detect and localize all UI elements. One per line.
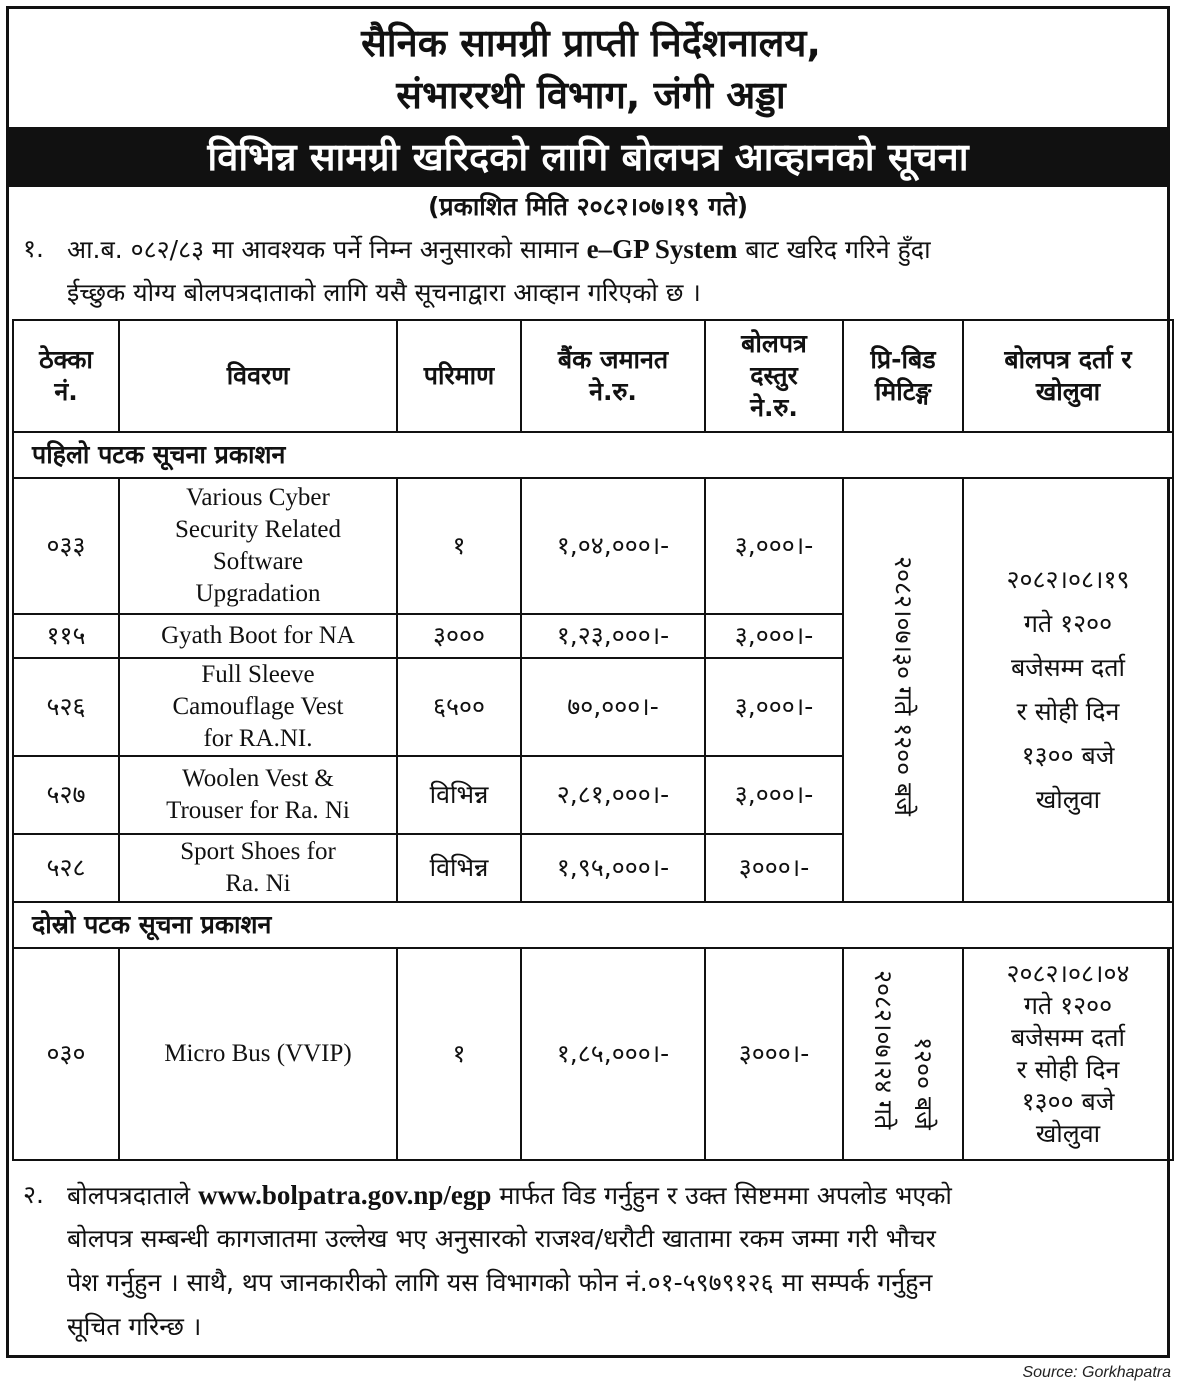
table-row: ५२७ Woolen Vest & Trouser for Ra. Ni विभिन्न २,८१,०००।- ३,०००।- bbox=[13, 756, 1173, 834]
prebid-cell-2: २०८२।०७।२४ गते १२०० बजे bbox=[843, 948, 963, 1160]
prebid-cell-1: २०८२।०७।३० गते १२०० बजे bbox=[843, 478, 963, 902]
para2-text-a: बोलपत्रदाताले bbox=[67, 1181, 191, 1210]
para2-line4: सूचित गरिन्छ । bbox=[67, 1312, 202, 1341]
bolpatra-url[interactable]: www.bolpatra.gov.np/egp bbox=[198, 1180, 492, 1210]
col-bid-fee: बोलपत्र दस्तुर ने.रु. bbox=[705, 320, 843, 432]
department-name: संभाररथी विभाग, जंगी अड्डा bbox=[396, 73, 786, 117]
opening-cell-2: २०८२।०८।०४ गते १२०० बजेसम्म दर्ता र सोही दिन १३०० बजे खोलुवा bbox=[963, 948, 1173, 1160]
table-row: ५२६ Full Sleeve Camouflage Vest for RA.NI. ६५०० ७०,०००।- ३,०००।- bbox=[13, 658, 1173, 756]
para2-line1 bbox=[67, 1173, 1162, 1218]
col-description: विवरण bbox=[119, 320, 397, 432]
notice-frame bbox=[6, 6, 1170, 1358]
table-header-row bbox=[13, 320, 1173, 432]
tender-table bbox=[12, 319, 1174, 1161]
para1-number: १. bbox=[23, 234, 44, 263]
para1-line2: ईच्छुक योग्य बोलपत्रदाताको लागि यसै सूचनाद्वारा आव्हान गरिएको छ । bbox=[67, 278, 701, 307]
section-first-publication: पहिलो पटक सूचना प्रकाशन bbox=[13, 432, 1173, 478]
para2-line2: बोलपत्र सम्बन्धी कागजातमा उल्लेख भए अनुसारको राजश्व/धरौटी खातामा रकम जम्मा गरी भौचर bbox=[67, 1224, 936, 1253]
organization-name: सैनिक सामग्री प्राप्ती निर्देशनालय, bbox=[361, 21, 821, 65]
col-contract-no: ठेक्का नं. bbox=[13, 320, 119, 432]
table-row: ११५ Gyath Boot for NA ३००० १,२३,०००।- ३,०००।- bbox=[13, 614, 1173, 658]
table-row: ०३३ Various Cyber Security Related Software Upgradation १ १,०४,०००।- ३,०००।- २०८२।०७।३० गते १२०० बजे २०८२।०८।१९ गते १२०० बजेसम्म दर्ता र सोही दिन १३०० बजे खोलुवा bbox=[13, 478, 1173, 614]
para2-text-b: मार्फत विड गर्नुहुन र उक्त सिष्टममा अपलोड भएको bbox=[499, 1181, 952, 1210]
col-bank-guarantee: बैंक जमानत ने.रु. bbox=[521, 320, 705, 432]
para2-number: २. bbox=[23, 1180, 44, 1209]
col-registration-opening: बोलपत्र दर्ता र खोलुवा bbox=[963, 320, 1173, 432]
published-date: (प्रकाशित मिति २०८२।०७।१९ गते) bbox=[427, 192, 748, 221]
para2-line3: पेश गर्नुहुन । साथै, थप जानकारीको लागि यस विभागको फोन नं.०१-५९७९१२६ मा सम्पर्क गर्नुहुन bbox=[67, 1268, 933, 1297]
col-quantity: परिमाण bbox=[397, 320, 521, 432]
section-second-publication: दोस्रो पटक सूचना प्रकाशन bbox=[13, 902, 1173, 948]
para1-text-a: आ.ब. ०८२/८३ मा आवश्यक पर्ने निम्न अनुसारको सामान bbox=[67, 235, 579, 264]
egp-system: e–GP System bbox=[586, 234, 738, 264]
table-row: ५२८ Sport Shoes for Ra. Ni विभिन्न १,९५,०००।- ३०००।- bbox=[13, 834, 1173, 902]
source-credit: Source: Gorkhapatra bbox=[1022, 1364, 1171, 1381]
notice-title-banner: विभिन्न सामग्री खरिदको लागि बोलपत्र आव्हानको सूचना bbox=[9, 127, 1167, 187]
para1-text-b: बाट खरिद गरिने हुँदा bbox=[745, 235, 931, 264]
table-row: ०३० Micro Bus (VVIP) १ १,८५,०००।- ३०००।- २०८२।०७।२४ गते १२०० बजे २०८२।०८।०४ गते १२०० बजेसम्म दर्ता र सोही दिन १३०० बजे खोलुवा bbox=[13, 948, 1173, 1160]
col-prebid-meeting: प्रि-बिड मिटिङ्ग bbox=[843, 320, 963, 432]
opening-cell-1: २०८२।०८।१९ गते १२०० बजेसम्म दर्ता र सोही दिन १३०० बजे खोलुवा bbox=[963, 478, 1173, 902]
para1-line1 bbox=[67, 227, 1162, 272]
